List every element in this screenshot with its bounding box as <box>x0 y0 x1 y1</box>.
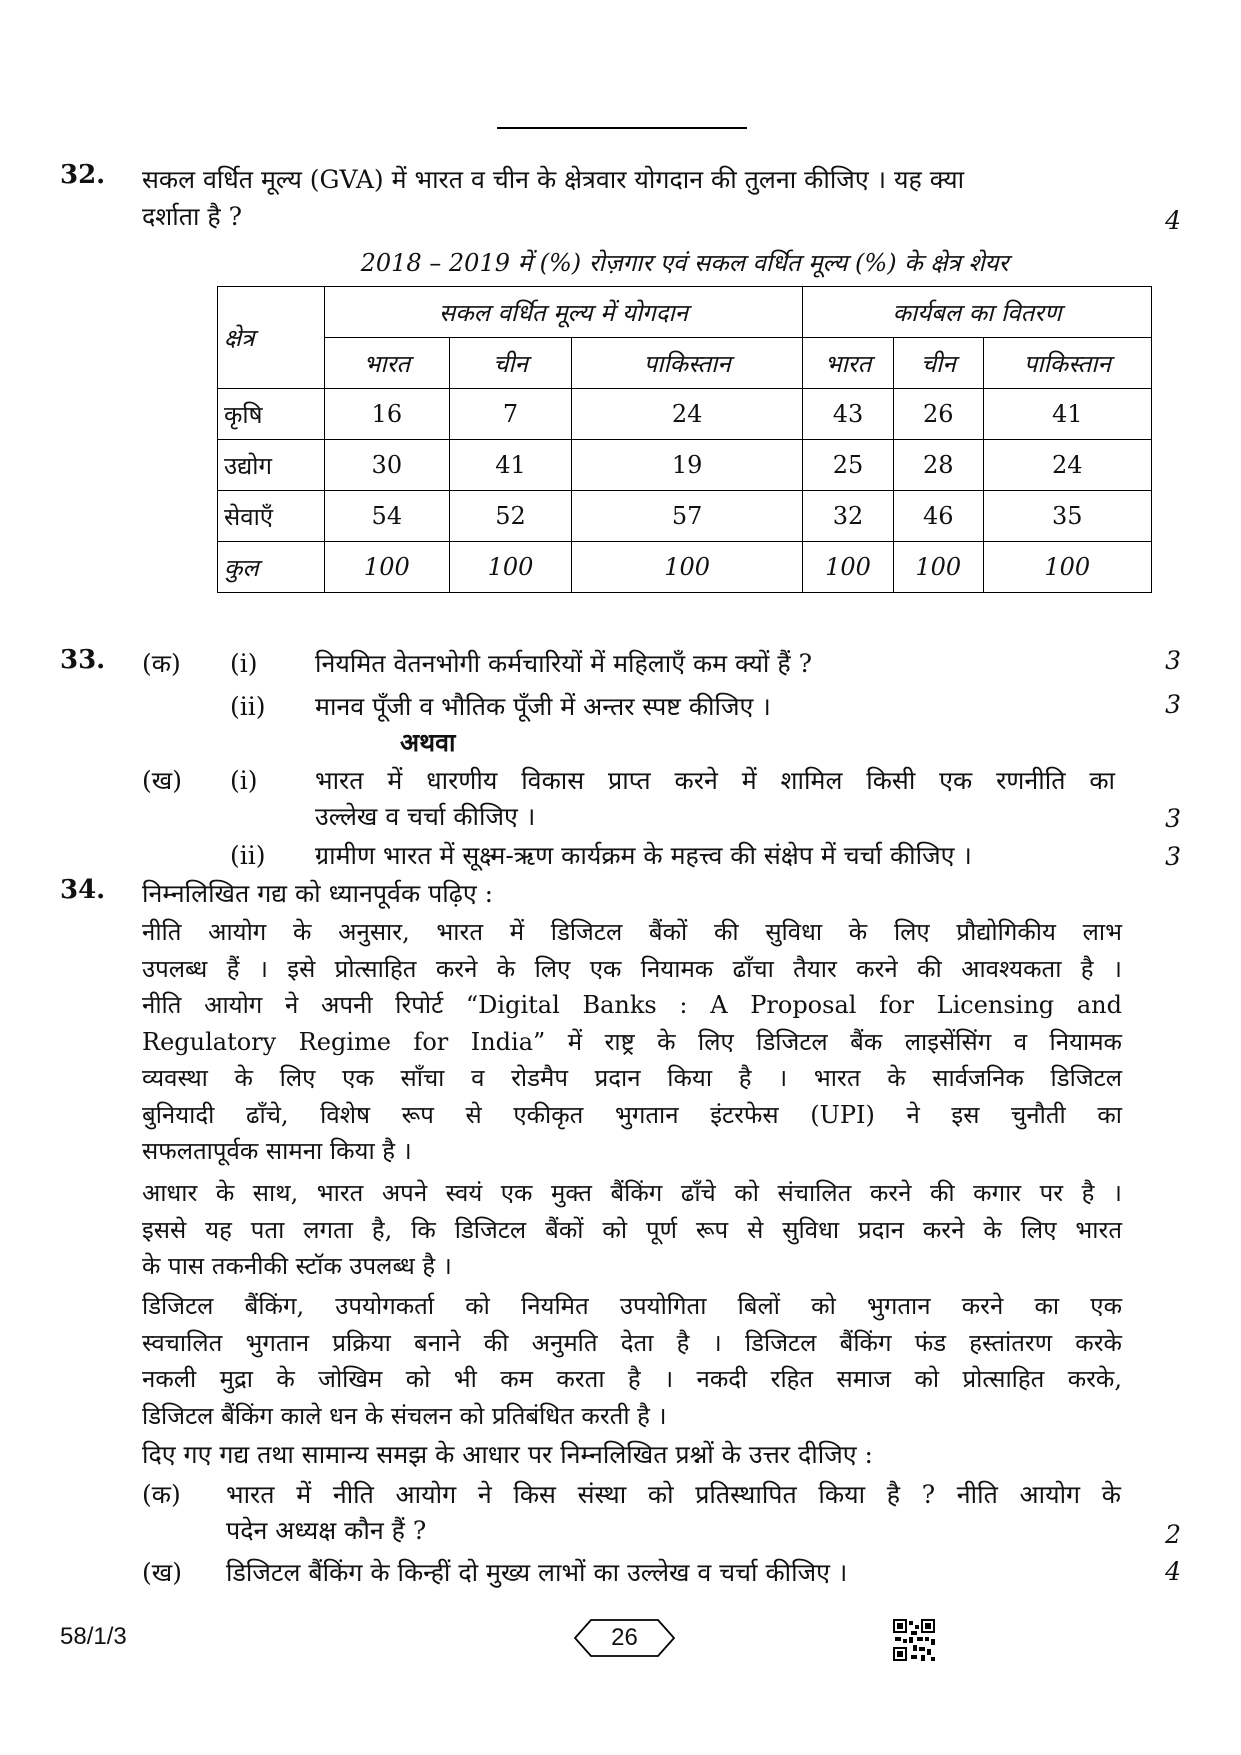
paper-code: 58/1/3 <box>60 1623 127 1650</box>
table-row <box>218 389 1152 440</box>
gva-group-header: सकल वर्धित मूल्य में योगदान <box>325 287 803 338</box>
sector-cell: सेवाएँ <box>218 491 325 542</box>
qr-code-icon <box>893 1619 935 1661</box>
q33-a-ii-label: (ii) <box>230 692 266 721</box>
value-cell: 41 <box>983 389 1151 440</box>
top-divider <box>497 127 747 129</box>
value-cell: 26 <box>894 389 984 440</box>
value-cell: 100 <box>894 542 984 593</box>
value-cell: 46 <box>894 491 984 542</box>
country-header: भारत <box>803 338 894 389</box>
value-cell: 100 <box>325 542 450 593</box>
passage-line: नकली मुद्रा के जोखिम को भी कम करता है । नकदी रहित समाज को प्रोत्साहित करके, <box>142 1365 1122 1393</box>
q34-b-marks: 4 <box>1165 1557 1181 1586</box>
sector-cell: कुल <box>218 542 325 593</box>
value-cell: 19 <box>572 440 803 491</box>
q32-number: 32. <box>60 160 106 190</box>
q33-or-text: अथवा <box>400 728 456 757</box>
q33-a-ii-marks: 3 <box>1165 690 1181 719</box>
q33-a-i-text: नियमित वेतनभोगी कर्मचारियों में महिलाएँ कम क्यों हैं ? <box>315 649 812 678</box>
value-cell: 35 <box>983 491 1151 542</box>
page-number: 26 <box>611 1624 638 1651</box>
table-row <box>218 440 1152 491</box>
value-cell: 32 <box>803 491 894 542</box>
q33-b-i-marks: 3 <box>1165 804 1181 833</box>
passage-line: उपलब्ध हैं । इसे प्रोत्साहित करने के लिए एक नियामक ढाँचा तैयार करने की आवश्यकता है । <box>142 954 1122 983</box>
value-cell: 28 <box>894 440 984 491</box>
q32-text-line2: दर्शाता है ? <box>142 202 243 231</box>
sector-header: क्षेत्र <box>218 287 325 389</box>
q33-b-ii-text: ग्रामीण भारत में सूक्ष्म-ऋण कार्यक्रम के महत्त्व की संक्षेप में चर्चा कीजिए । <box>315 841 972 870</box>
q34-b-label: (ख) <box>142 1558 182 1587</box>
q34-a-line1: भारत में नीति आयोग ने किस संस्था को प्रतिस्थापित किया है ? नीति आयोग के <box>226 1480 1121 1509</box>
q32-marks: 4 <box>1165 206 1181 235</box>
q33-number: 33. <box>60 645 106 675</box>
passage-line: Regulatory Regime for India” में राष्ट्र के लिए डिजिटल बैंक लाइसेंसिंग व नियामक <box>142 1027 1122 1056</box>
passage-line: स्वचालित भुगतान प्रक्रिया बनाने की अनुमति देता है । डिजिटल बैंकिंग फंड हस्तांतरण करके <box>142 1328 1122 1357</box>
value-cell: 16 <box>325 389 450 440</box>
q34-passage-para3 <box>142 1288 1122 1434</box>
value-cell: 100 <box>449 542 572 593</box>
workforce-group-header: कार्यबल का वितरण <box>803 287 1152 338</box>
q34-passage-para1 <box>142 914 1122 1170</box>
passage-line: डिजिटल बैंकिंग, उपयोगकर्ता को नियमित उपयोगिता बिलों को भुगतान करने का एक <box>142 1292 1122 1320</box>
q34-b-text: डिजिटल बैंकिंग के किन्हीं दो मुख्य लाभों का उल्लेख व चर्चा कीजिए । <box>226 1558 848 1587</box>
passage-line: नीति आयोग ने अपनी रिपोर्ट “Digital Banks : A Proposal for Licensing and <box>142 991 1122 1019</box>
value-cell: 54 <box>325 491 450 542</box>
passage-line: इससे यह पता लगता है, कि डिजिटल बैंकों को पूर्ण रूप से सुविधा प्रदान करने के लिए भारत <box>142 1215 1122 1244</box>
q33-a-i-label: (i) <box>230 649 258 678</box>
value-cell: 41 <box>449 440 572 491</box>
q33-b-i-label: (i) <box>230 766 258 795</box>
value-cell: 57 <box>572 491 803 542</box>
q33-a-ii-text: मानव पूँजी व भौतिक पूँजी में अन्तर स्पष्ट कीजिए । <box>315 692 771 721</box>
value-cell: 100 <box>803 542 894 593</box>
q34-a-label: (क) <box>142 1480 181 1509</box>
q34-intro: निम्नलिखित गद्य को ध्यानपूर्वक पढ़िए : <box>142 879 494 908</box>
country-header: चीन <box>449 338 572 389</box>
country-header: पाकिस्तान <box>983 338 1151 389</box>
table-row <box>218 491 1152 542</box>
passage-line: नीति आयोग के अनुसार, भारत में डिजिटल बैंकों की सुविधा के लिए प्रौद्योगिकीय लाभ <box>142 918 1122 946</box>
q32-table-caption: 2018 – 2019 में (%) रोज़गार एवं सकल वर्धित मूल्य (%) के क्षेत्र शेयर <box>360 249 1009 277</box>
q34-number: 34. <box>60 875 106 905</box>
q33-b-i-line2: उल्लेख व चर्चा कीजिए । <box>315 802 536 831</box>
q32-text-line1: सकल वर्धित मूल्य (GVA) में भारत व चीन के क्षेत्रवार योगदान की तुलना कीजिए । यह क्या <box>142 165 965 194</box>
value-cell: 24 <box>572 389 803 440</box>
passage-line: सफलतापूर्वक सामना किया है । <box>142 1137 412 1165</box>
passage-line: के पास तकनीकी स्टॉक उपलब्ध है । <box>142 1252 452 1280</box>
value-cell: 43 <box>803 389 894 440</box>
sector-cell: उद्योग <box>218 440 325 491</box>
sector-share-table <box>217 286 1152 593</box>
value-cell: 30 <box>325 440 450 491</box>
value-cell: 25 <box>803 440 894 491</box>
country-header: भारत <box>325 338 450 389</box>
q33-b-ii-marks: 3 <box>1165 842 1181 871</box>
value-cell: 100 <box>983 542 1151 593</box>
passage-line: डिजिटल बैंकिंग काले धन के संचलन को प्रतिबंधित करती है । <box>142 1401 667 1430</box>
passage-line: बुनियादी ढाँचे, विशेष रूप से एकीकृत भुगतान इंटरफेस (UPI) ने इस चुनौती का <box>142 1100 1122 1129</box>
value-cell: 7 <box>449 389 572 440</box>
table-row-total <box>218 542 1152 593</box>
country-header: पाकिस्तान <box>572 338 803 389</box>
page-number-badge <box>573 1618 676 1658</box>
q34-passage-para2 <box>142 1175 1122 1285</box>
value-cell: 100 <box>572 542 803 593</box>
value-cell: 24 <box>983 440 1151 491</box>
q34-instruction: दिए गए गद्य तथा सामान्य समझ के आधार पर निम्नलिखित प्रश्नों के उत्तर दीजिए : <box>142 1440 873 1469</box>
q33-a-i-marks: 3 <box>1165 646 1181 675</box>
passage-line: आधार के साथ, भारत अपने स्वयं एक मुक्त बैंकिंग ढाँचे को संचालित करने की कगार पर है । <box>142 1179 1122 1207</box>
q34-a-line2: पदेन अध्यक्ष कौन हैं ? <box>226 1516 427 1545</box>
country-header: चीन <box>894 338 984 389</box>
q33-b-label: (ख) <box>142 766 182 795</box>
q33-b-ii-label: (ii) <box>230 841 266 870</box>
value-cell: 52 <box>449 491 572 542</box>
q34-a-marks: 2 <box>1165 1520 1181 1549</box>
sector-cell: कृषि <box>218 389 325 440</box>
q33-b-i-line1: भारत में धारणीय विकास प्राप्त करने में शामिल किसी एक रणनीति का <box>315 766 1115 795</box>
q33-a-label: (क) <box>142 649 181 678</box>
passage-line: व्यवस्था के लिए एक साँचा व रोडमैप प्रदान किया है । भारत के सार्वजनिक डिजिटल <box>142 1064 1122 1092</box>
